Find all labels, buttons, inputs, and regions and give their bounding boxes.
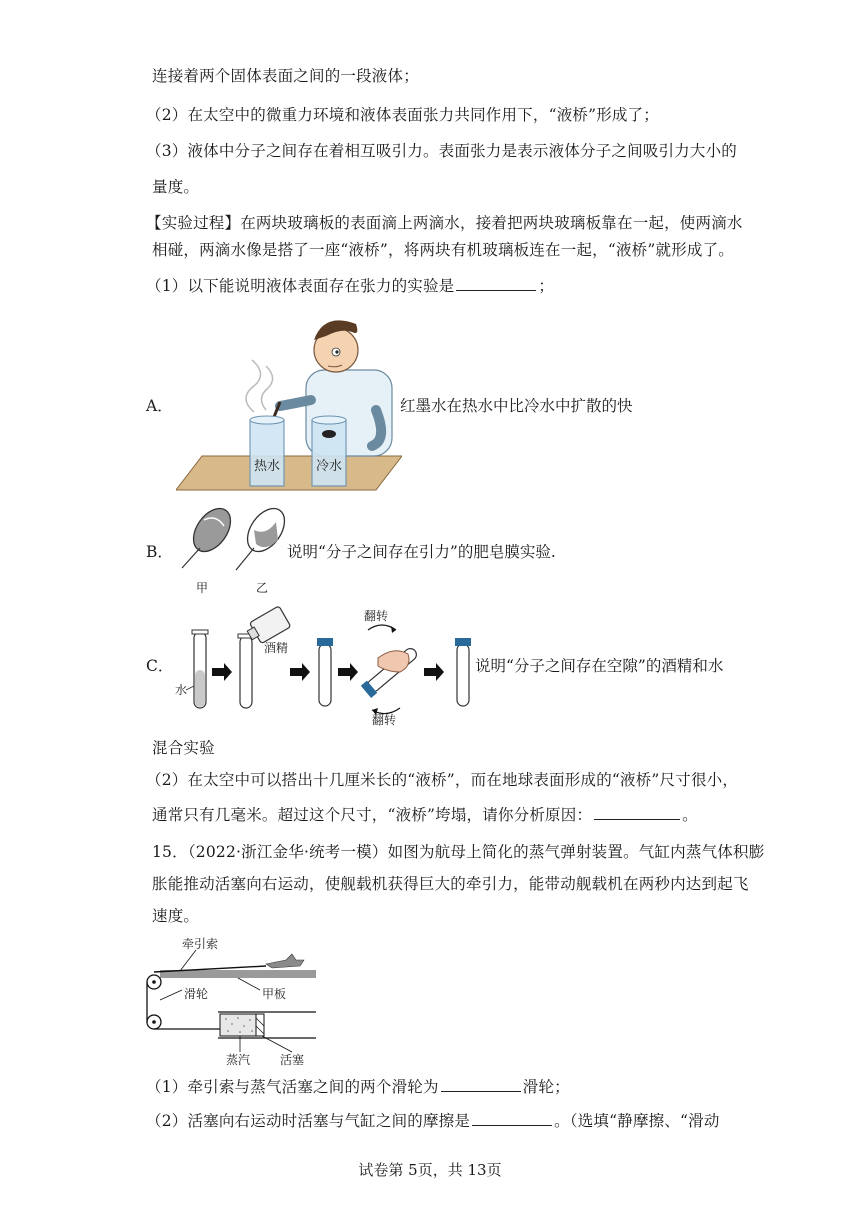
option-a-figure: [176, 310, 402, 496]
label-flip-bottom: 翻转: [372, 713, 397, 726]
label-cold-water: 冷水: [316, 459, 343, 474]
label-alcohol: 酒精: [264, 641, 289, 655]
question-15-2-prefix: （2）活塞向右运动时活塞与气缸之间的摩擦是: [146, 1112, 471, 1130]
label-piston: 活塞: [280, 1053, 305, 1067]
label-water: 水: [175, 683, 188, 697]
label-steam: 蒸汽: [226, 1053, 251, 1067]
option-b-figure: [176, 500, 286, 598]
problem-15-line-2: 胀能推动活塞向右运动，使舰载机获得巨大的牵引力，能带动舰载机在两秒内达到起飞: [152, 875, 749, 893]
answer-blank-4[interactable]: [472, 1111, 552, 1126]
option-c-text: 说明“分子之间存在空隙”的酒精和水: [475, 657, 724, 675]
question-15-1-suffix: 滑轮；: [522, 1078, 570, 1096]
text-line-6: 相碰，两滴水像是搭了一座“液桥”，将两块有机玻璃板连在一起，“液桥”就形成了。: [152, 241, 734, 259]
answer-blank-2[interactable]: [594, 805, 680, 820]
label-flip-top: 翻转: [364, 609, 389, 623]
question-15-1: [146, 1077, 570, 1097]
question-1-suffix: ；: [538, 277, 555, 295]
question-2-suffix: 。: [682, 806, 698, 824]
label-deck: 甲板: [262, 987, 287, 1001]
label-rope: 牵引索: [182, 937, 219, 951]
label-pulley: 滑轮: [184, 987, 209, 1001]
answer-blank-3[interactable]: [441, 1077, 521, 1092]
text-line-1: 连接着两个固体表面之间的一段液体；: [152, 67, 419, 85]
question-15-2: [146, 1111, 720, 1131]
option-b-text: 说明“分子之间存在引力”的肥皂膜实验.: [287, 543, 556, 561]
question-2-line-2: [152, 805, 698, 825]
option-a-label: A．: [146, 397, 173, 415]
text-line-5: 【实验过程】在两块玻璃板的表面滴上两滴水，接着把两块玻璃板靠在一起，使两滴水: [146, 214, 743, 232]
option-b-label: B．: [146, 543, 173, 561]
option-c-label: C．: [146, 657, 174, 675]
question-15-1-prefix: （1）牵引索与蒸气活塞之间的两个滑轮为: [146, 1078, 439, 1096]
question-15-2-suffix: 。（选填“静摩擦、“滑动: [554, 1112, 720, 1130]
question-1: [146, 276, 554, 296]
problem-15-line-1: 15．（2022·浙江金华·统考一模）如图为航母上简化的蒸气弹射装置。气缸内蒸气体积膨: [152, 843, 765, 861]
question-1-prefix: （1）以下能说明液体表面存在张力的实验是: [146, 277, 455, 295]
question-2-prefix: 通常只有几毫米。超过这个尺寸，“液桥”垮塌，请你分析原因：: [152, 806, 593, 824]
option-c-continuation: 混合实验: [152, 739, 215, 757]
catapult-diagram: [140, 934, 322, 1068]
text-line-4: 量度。: [152, 178, 200, 196]
answer-blank-1[interactable]: [456, 276, 536, 291]
label-jia: 甲: [196, 581, 209, 595]
label-yi: 乙: [256, 581, 269, 595]
option-c-figure: [172, 606, 472, 726]
option-a-text: 红墨水在热水中比冷水中扩散的快: [400, 397, 633, 415]
question-2-line-1: （2）在太空中可以搭出十几厘米长的“液桥”，而在地球表面形成的“液桥”尺寸很小，: [146, 771, 739, 789]
page-footer: 试卷第 5页，共 13页: [358, 1161, 502, 1179]
text-line-3: （3）液体中分子之间存在着相互吸引力。表面张力是表示液体分子之间吸引力大小的: [146, 142, 737, 160]
text-line-2: （2）在太空中的微重力环境和液体表面张力共同作用下，“液桥”形成了；: [146, 106, 660, 124]
problem-15-line-3: 速度。: [152, 907, 200, 925]
label-hot-water: 热水: [254, 459, 281, 474]
